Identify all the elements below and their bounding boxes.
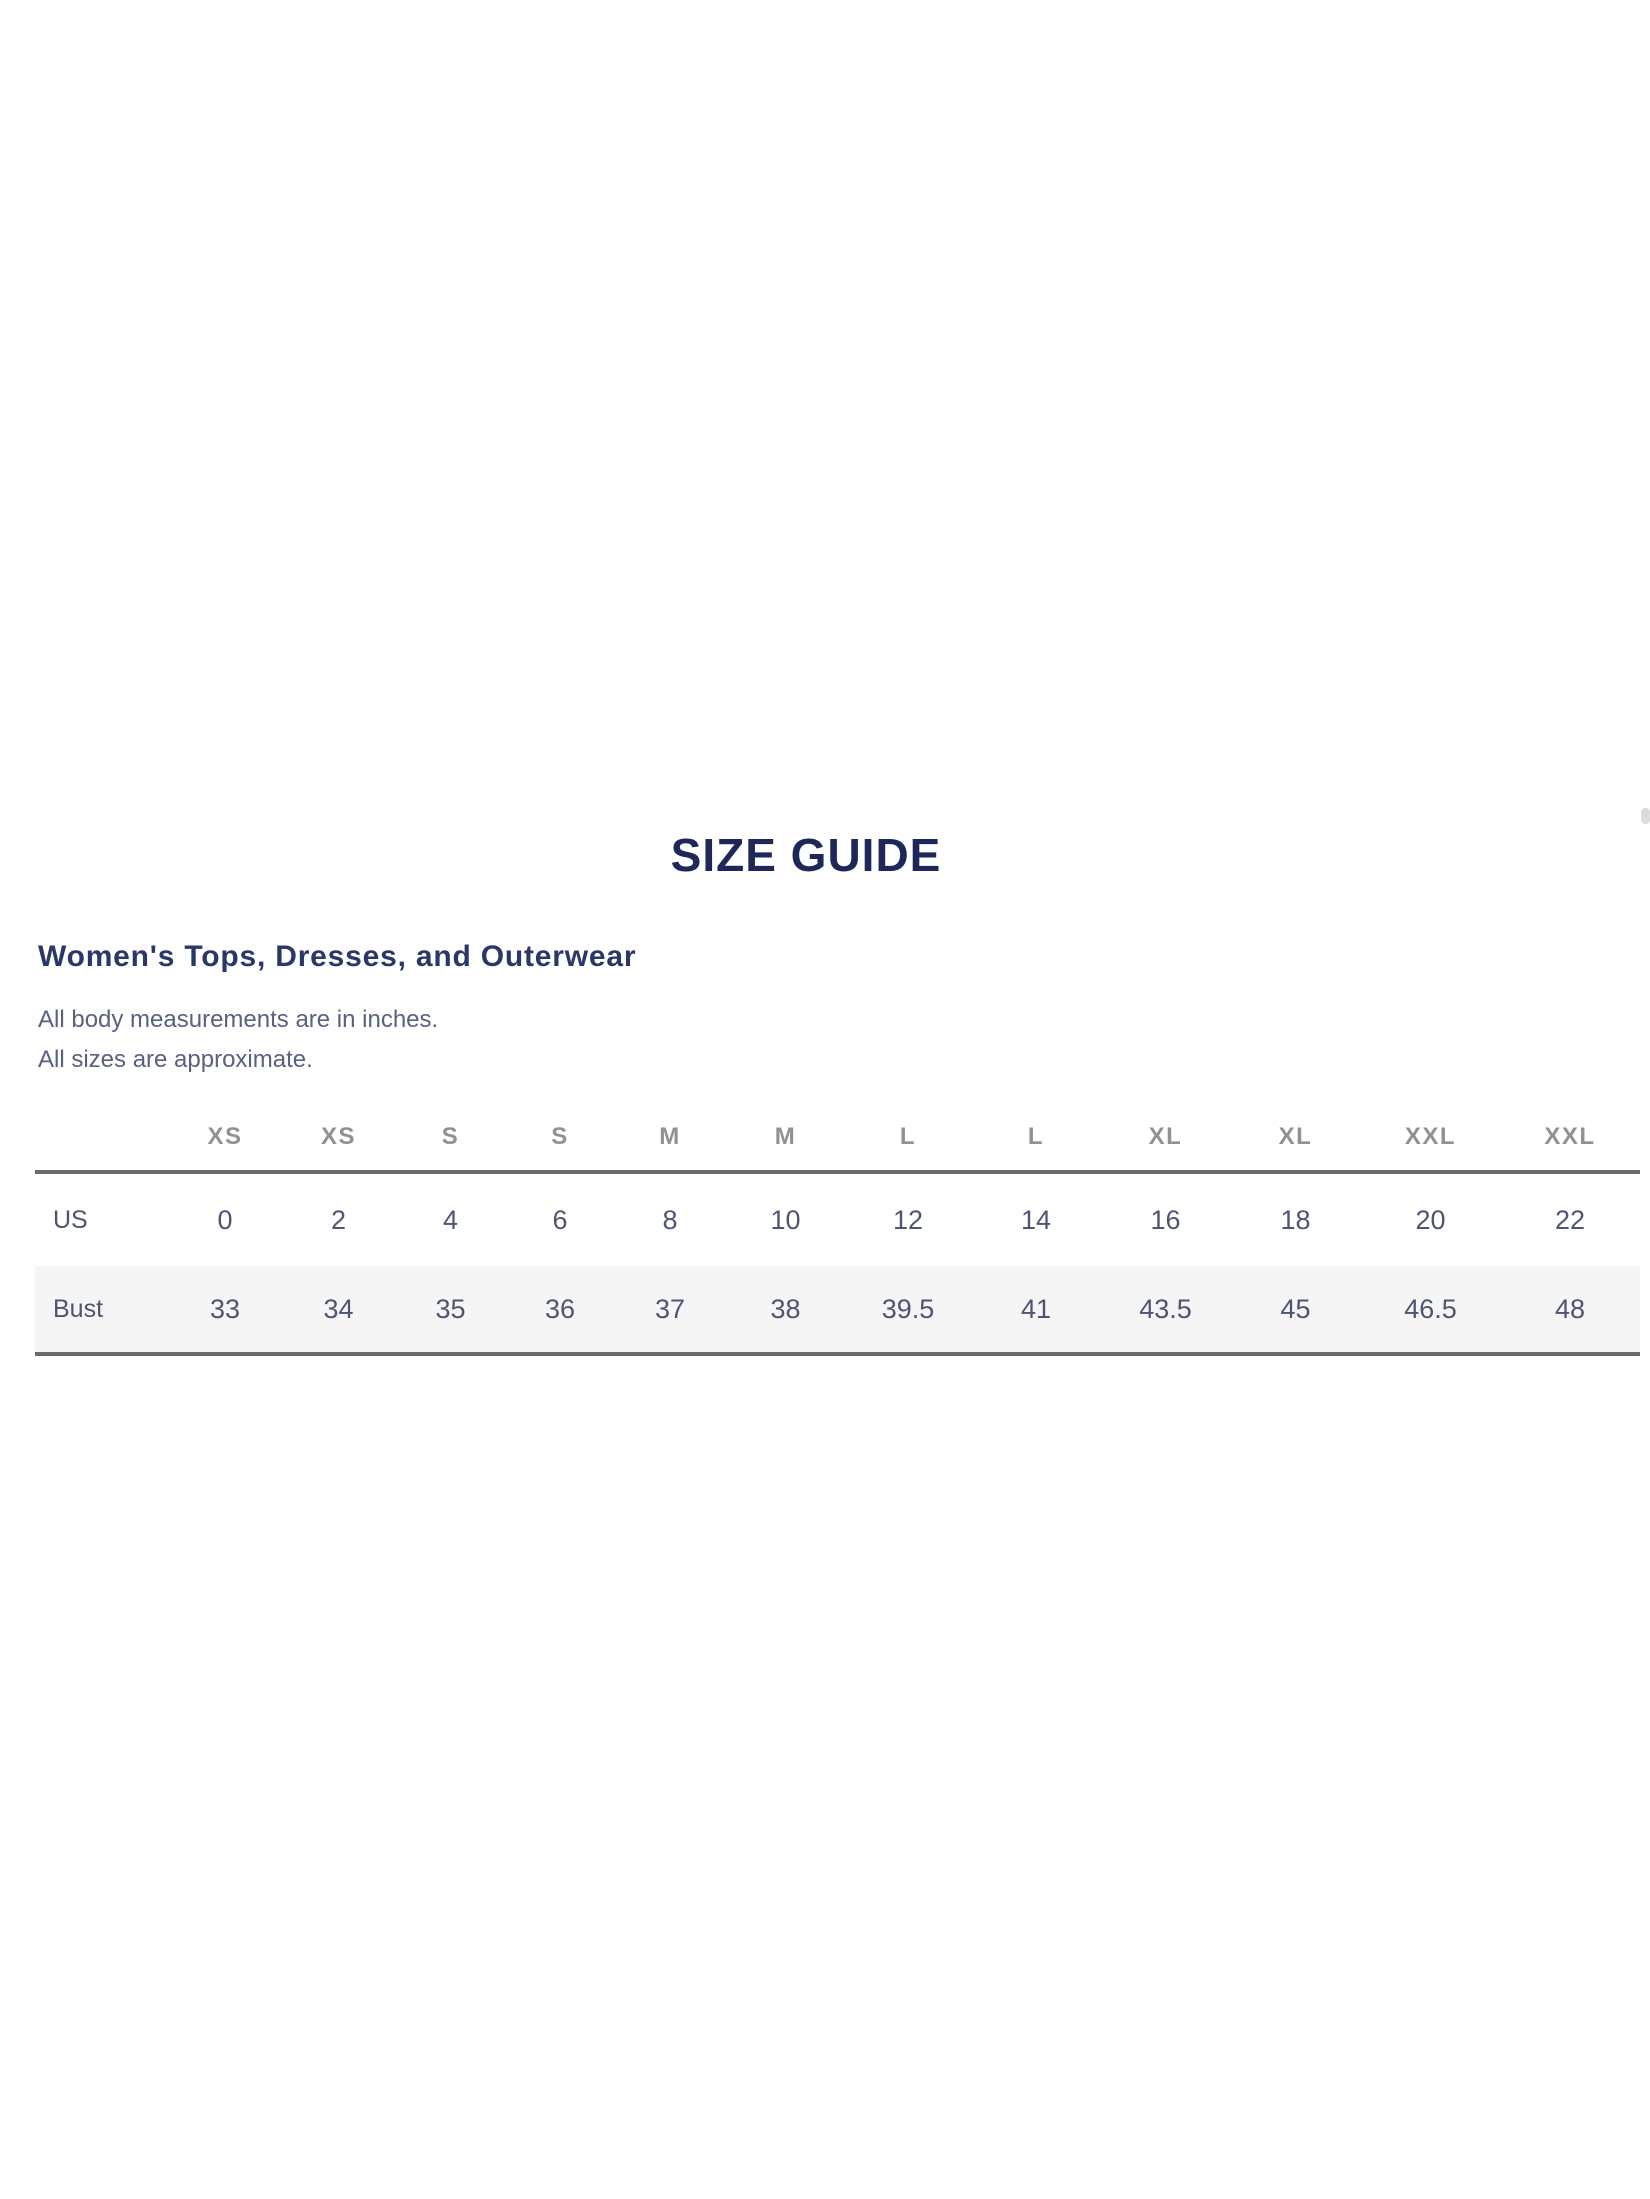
size-header-corner [35, 1104, 168, 1172]
us-size-cell: 18 [1280, 1204, 1311, 1235]
row-label-bust: Bust [53, 1294, 104, 1323]
size-header-cell: XS [320, 1123, 356, 1150]
section-heading: Women's Tops, Dresses, and Outerwear [38, 940, 637, 973]
size-header-cell: L [899, 1123, 917, 1150]
bust-size-cell: 43.5 [1139, 1293, 1192, 1324]
table-row-us [35, 1172, 1640, 1266]
size-header-cell: XXL [1544, 1123, 1596, 1150]
row-label-us: US [53, 1205, 88, 1234]
size-header-cell: XS [207, 1123, 243, 1150]
size-header-cell: M [659, 1123, 681, 1150]
us-size-cell: 16 [1150, 1204, 1181, 1235]
bust-size-cell: 37 [654, 1293, 686, 1324]
size-header-cell: XL [1148, 1123, 1183, 1150]
us-size-cell: 20 [1415, 1204, 1446, 1235]
us-size-cell: 6 [552, 1204, 568, 1235]
us-size-cell: 14 [1020, 1204, 1052, 1235]
bust-size-cell: 48 [1554, 1293, 1586, 1324]
us-size-cell: 12 [892, 1204, 924, 1235]
size-table [35, 1104, 1640, 1356]
size-header-cell: S [551, 1123, 569, 1150]
size-guide-section [35, 940, 1640, 1356]
size-header-cell: L [1027, 1123, 1045, 1150]
size-header-cell: S [441, 1123, 460, 1150]
note-measurements: All body measurements are in inches. [38, 1006, 439, 1033]
size-header-cell: XL [1278, 1123, 1313, 1150]
size-header-cell: XXL [1404, 1123, 1457, 1150]
bust-size-cell: 35 [435, 1293, 466, 1324]
bust-size-cell: 34 [323, 1293, 354, 1324]
size-header-cell: M [774, 1123, 797, 1150]
note-approximate: All sizes are approximate. [38, 1046, 313, 1073]
us-size-cell: 8 [662, 1204, 678, 1235]
us-size-cell: 22 [1554, 1204, 1586, 1235]
us-size-cell: 4 [442, 1204, 459, 1235]
size-header-row [35, 1104, 1640, 1172]
bust-size-cell: 45 [1280, 1293, 1311, 1324]
bust-size-cell: 46.5 [1404, 1293, 1457, 1324]
table-row-bust [35, 1266, 1640, 1354]
us-size-cell: 0 [217, 1204, 233, 1235]
bust-size-cell: 36 [544, 1293, 576, 1324]
bust-size-cell: 41 [1020, 1293, 1052, 1324]
bust-size-cell: 33 [209, 1293, 241, 1324]
page-title: SIZE GUIDE [670, 829, 942, 881]
bust-size-cell: 38 [770, 1293, 801, 1324]
bust-size-cell: 39.5 [881, 1293, 935, 1324]
scrollbar-artifact [1641, 808, 1650, 824]
us-size-cell: 10 [770, 1204, 801, 1235]
us-size-cell: 2 [330, 1204, 347, 1235]
